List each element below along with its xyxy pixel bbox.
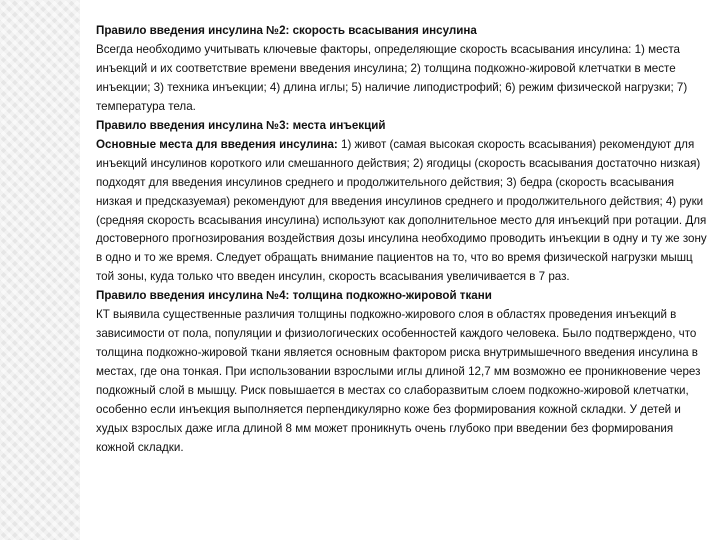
paragraph-injection-sites-lead: Основные места для введения инсулина:: [96, 137, 338, 151]
heading-rule-4: Правило введения инсулина №4: толщина подкожно-жировой ткани: [96, 289, 492, 303]
paragraph-injection-sites: [96, 136, 708, 288]
slide-text: [96, 22, 708, 458]
paragraph-fat-thickness: КТ выявила существенные различия толщины подкожно-жирового слоя в областях проведения инъекций в зависимости от пола, популяции и физиологических особенностей каждого человека. Было подтверждено, что толщина подкожно-жировой ткани является основным фактором риска внутримышечного введения инсулина в местах, где она тонкая. При использовании взрослыми иглы длиной 12,7 мм возможно ее проникновение через подкожный слой в мышцу. Риск повышается в местах со слаборазвитым слоем подкожно-жировой клетчатки, особенно если инъекция выполняется перпендикулярно коже без формирования кожной складки. У детей и худых взрослых даже игла длиной 8 мм может проникнуть очень глубоко при введении без формирования кожной складки.: [96, 308, 701, 454]
heading-rule-2: Правило введения инсулина №2: скорость всасывания инсулина: [96, 24, 477, 37]
paragraph-absorption-factors: Всегда необходимо учитывать ключевые факторы, определяющие скорость всасывания инсулина: 1) места инъекций и их соответствие времени введения инсулина; 2) толщина подкожно-жировой клетчатки в месте инъекции; 3) техника инъекции; 4) длина иглы; 5) наличие липодистрофий; 6) режим физической нагрузки; 7) температура тела.: [96, 42, 688, 113]
paragraph-injection-sites-body: 1) живот (самая высокая скорость всасывания) рекомендуют для инъекций инсулинов короткого или смешанного действия; 2) ягодицы (скорость всасывания достаточно низкая) подходят для введения инсулинов среднего и продолжительного действия; 3) бедра (скорость всасывания низкая и предсказуемая) рекомендуют для введения инсулинов среднего и продолжительного действия; 4) руки (средняя скорость всасывания инсулина) используют как дополнительное место для инъекций при ротации. Для достоверного прогнозирования воздействия дозы инсулина необходимо проводить инъекции в одну и ту же зону в одно и то же время. Следует обращать внимание пациентов на то, что во время физической нагрузки мышц той зоны, куда только что введен инсулин, скорость всасывания увеличивается в 7 раз.: [96, 137, 707, 284]
heading-rule-3: Правило введения инсулина №3: места инъекций: [96, 118, 386, 132]
